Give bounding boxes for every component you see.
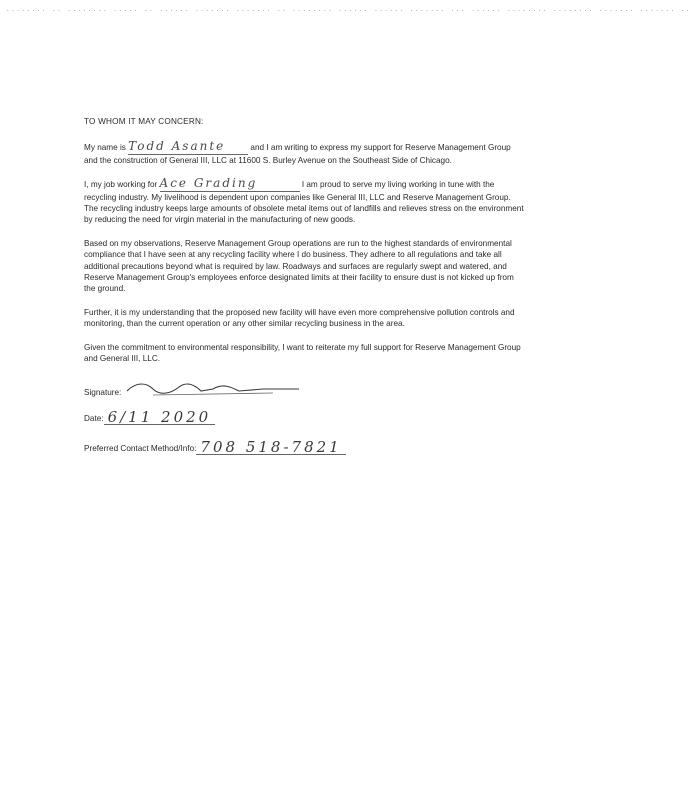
salutation: TO WHOM IT MAY CONCERN:: [84, 117, 204, 126]
paragraph-introduction: [84, 141, 524, 166]
name-handwritten: Todd Asante: [128, 139, 226, 154]
intro-suffix: and I am writing to express my support for Reserve Management Group and the construction of General III, LLC at 11600 S. Burley Avenue on the Southeast Side of Chicago.: [84, 143, 511, 165]
paragraph-new-facility: Further, it is my understanding that the proposed new facility will have even more comprehensive pollution controls and monitoring, than the current operation or any other similar recycling business in the area.: [84, 307, 515, 329]
handwritten-signature: [123, 377, 303, 399]
paragraph-observations: Based on my observations, Reserve Management Group operations are run to the highest standards of environmental compliance that I have seen at any recycling facility where I do business. They adhere to all regulations and take all additional precautions beyond what is required by law. Roadways and surfaces are regularly swept and watered, and Reserve Management Group's employees enforce designated limits at their facility to ensure dust is not kicked up from the ground.: [84, 238, 514, 294]
contact-handwritten: 708 518-7821: [196, 442, 345, 454]
employment-suffix: I am proud to serve my living working in tune with the recycling industry. My livelihood is dependent upon companies like General III, LLC and Reserve Management Group. The recycling industry keeps large amounts of obsolete metal items out of landfills and relieves stress on the environment by reducing the need for virgin material in the manufacturing of new goods.: [84, 180, 524, 225]
paragraph-employment: [84, 178, 524, 226]
signature-label: Signature:: [84, 388, 122, 398]
paragraph-reiteration: Given the commitment to environmental responsibility, I want to reiterate my full support for Reserve Management Group and General III, LLC.: [84, 342, 521, 364]
fax-transmission-header: ........ .. ........ ..... .. ...... ....... ....... .. ........ ...... ...... ....... ... ...... ........ ........ ....... ....... ..: [6, 6, 691, 13]
employer-field: [160, 178, 300, 191]
date-label: Date:: [84, 414, 104, 424]
signature-line: [84, 377, 524, 399]
support-letter: [84, 116, 524, 455]
date-line: [84, 401, 524, 425]
contact-label: Preferred Contact Method/Info:: [84, 444, 197, 454]
intro-prefix: My name is: [84, 143, 126, 153]
employer-handwritten: Ace Grading: [159, 176, 258, 191]
employment-prefix: I, my job working for: [84, 180, 158, 190]
contact-line: [84, 431, 524, 455]
date-handwritten: 6/11 2020: [104, 412, 216, 424]
name-field: [128, 141, 248, 154]
